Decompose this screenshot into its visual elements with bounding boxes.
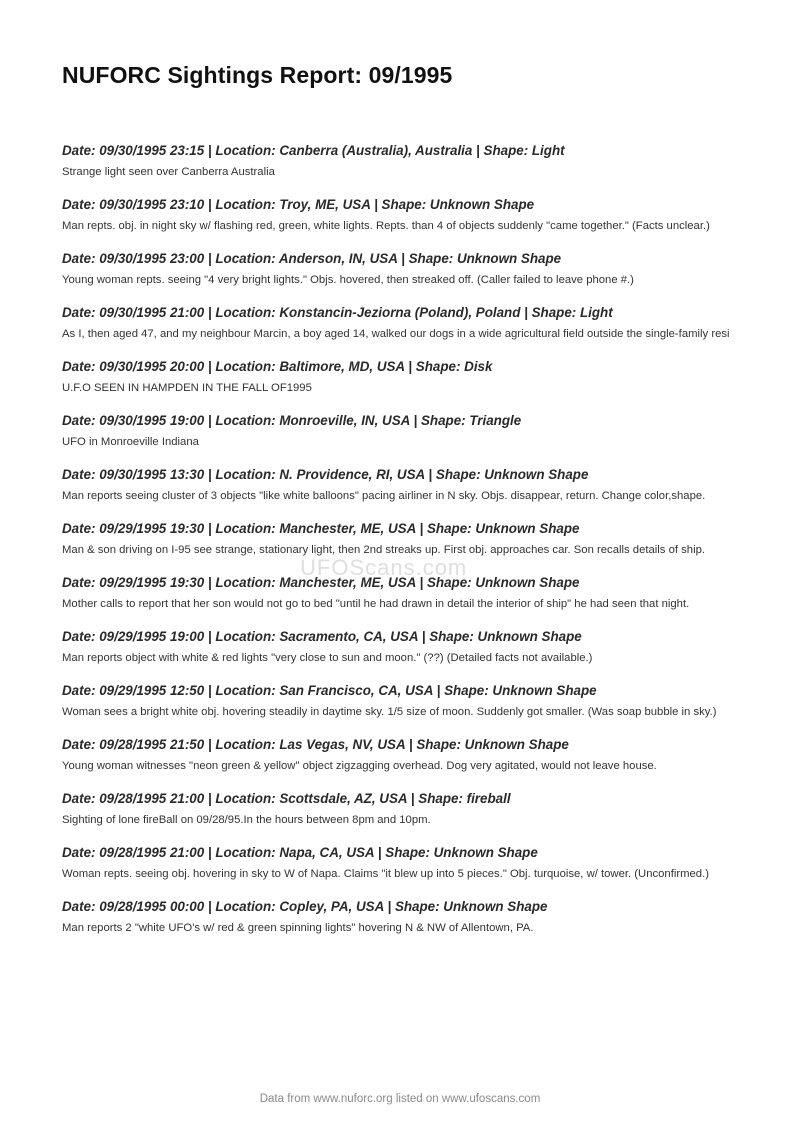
sighting-header: Date: 09/30/1995 19:00 | Location: Monroeville, IN, USA | Shape: Triangle — [62, 413, 522, 428]
sighting-description: Young woman witnesses "neon green & yellow" object zigzagging overhead. Dog very agitated, would not leave house. — [62, 760, 657, 772]
sighting-entry — [62, 412, 742, 450]
sighting-entry — [62, 142, 742, 180]
sighting-entry — [62, 250, 742, 288]
sighting-header: Date: 09/29/1995 19:00 | Location: Sacramento, CA, USA | Shape: Unknown Shape — [62, 629, 582, 644]
sighting-header: Date: 09/28/1995 21:00 | Location: Napa, CA, USA | Shape: Unknown Shape — [62, 845, 538, 860]
sighting-header: Date: 09/28/1995 21:00 | Location: Scottsdale, AZ, USA | Shape: fireball — [62, 791, 511, 806]
sighting-description: As I, then aged 47, and my neighbour Marcin, a boy aged 14, walked our dogs in a wide agricultural field outside the single-family resi — [62, 328, 730, 340]
sighting-description: Man repts. obj. in night sky w/ flashing red, green, white lights. Repts. than 4 of objects suddenly "came together." (Facts unclear.) — [62, 220, 710, 232]
sighting-entry — [62, 574, 742, 612]
sighting-description: Sighting of lone fireBall on 09/28/95.In the hours between 8pm and 10pm. — [62, 814, 431, 826]
sighting-header: Date: 09/30/1995 20:00 | Location: Baltimore, MD, USA | Shape: Disk — [62, 359, 493, 374]
sighting-header: Date: 09/29/1995 19:30 | Location: Manchester, ME, USA | Shape: Unknown Shape — [62, 521, 580, 536]
watermark: UFOScans.com — [300, 555, 468, 580]
sighting-header: Date: 09/30/1995 23:15 | Location: Canberra (Australia), Australia | Shape: Light — [62, 143, 565, 158]
sighting-description: Man & son driving on I-95 see strange, stationary light, then 2nd streaks up. First obj. approaches car. Son recalls details of ship. — [62, 544, 706, 556]
sighting-description: Strange light seen over Canberra Australia — [62, 166, 275, 178]
sighting-description: Man reports object with white & red lights "very close to sun and moon." (??) (Detailed facts not available.) — [62, 652, 593, 664]
sighting-header: Date: 09/30/1995 21:00 | Location: Konstancin-Jeziorna (Poland), Poland | Shape: Light — [62, 305, 613, 320]
sighting-header: Date: 09/29/1995 12:50 | Location: San Francisco, CA, USA | Shape: Unknown Shape — [62, 683, 597, 698]
sighting-description: Man reports seeing cluster of 3 objects "like white balloons" pacing airliner in N sky. Objs. disappear, return. Change color,shape. — [62, 490, 706, 502]
sighting-entry — [62, 196, 742, 234]
sighting-entry — [62, 790, 742, 828]
sighting-header: Date: 09/29/1995 19:30 | Location: Manchester, ME, USA | Shape: Unknown Shape — [62, 575, 580, 590]
sighting-header: Date: 09/30/1995 23:00 | Location: Anderson, IN, USA | Shape: Unknown Shape — [62, 251, 562, 266]
sighting-description: U.F.O SEEN IN HAMPDEN IN THE FALL OF1995 — [62, 382, 312, 394]
sighting-entry — [62, 358, 742, 396]
sighting-entry — [62, 520, 742, 558]
sighting-entry — [62, 844, 742, 882]
sighting-entry — [62, 736, 742, 774]
sighting-header: Date: 09/30/1995 13:30 | Location: N. Providence, RI, USA | Shape: Unknown Shape — [62, 467, 589, 482]
sighting-entry — [62, 682, 742, 720]
sighting-header: Date: 09/30/1995 23:10 | Location: Troy, ME, USA | Shape: Unknown Shape — [62, 197, 535, 212]
sighting-header: Date: 09/28/1995 21:50 | Location: Las Vegas, NV, USA | Shape: Unknown Shape — [62, 737, 569, 752]
sighting-entry — [62, 628, 742, 666]
footer-credit: Data from www.nuforc.org listed on www.ufoscans.com — [259, 1093, 541, 1105]
sighting-description: UFO in Monroeville Indiana — [62, 436, 199, 448]
sighting-description: Woman repts. seeing obj. hovering in sky to W of Napa. Claims "it blew up into 5 pieces." Obj. turquoise, w/ tower. (Unconfirmed.) — [62, 868, 709, 880]
sighting-entry — [62, 304, 742, 342]
sighting-description: Man reports 2 "white UFO's w/ red & green spinning lights" hovering N & NW of Allentown, PA. — [62, 922, 534, 934]
sighting-description: Woman sees a bright white obj. hovering steadily in daytime sky. 1/5 size of moon. Suddenly got smaller. (Was soap bubble in sky.) — [62, 706, 717, 718]
sightings-list — [62, 142, 742, 952]
sighting-header: Date: 09/28/1995 00:00 | Location: Copley, PA, USA | Shape: Unknown Shape — [62, 899, 548, 914]
sighting-entry — [62, 466, 742, 504]
sighting-entry — [62, 898, 742, 936]
sighting-description: Mother calls to report that her son would not go to bed "until he had drawn in detail the interior of ship" he had seen that night. — [62, 598, 690, 610]
sighting-description: Young woman repts. seeing "4 very bright lights." Objs. hovered, then streaked off. (Caller failed to leave phone #.) — [62, 274, 634, 286]
page-title: NUFORC Sightings Report: 09/1995 — [62, 62, 453, 88]
